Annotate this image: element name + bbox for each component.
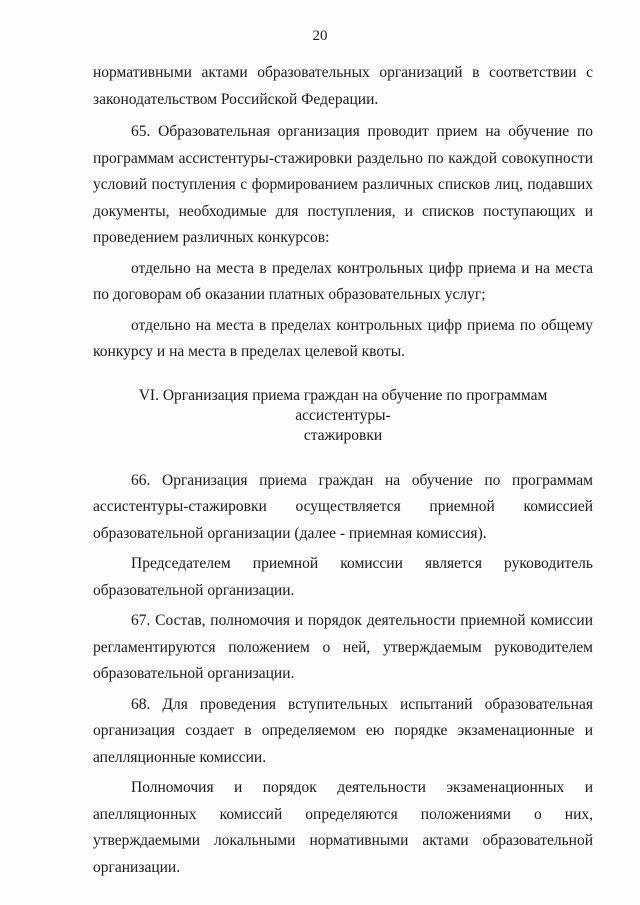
page-body xyxy=(93,60,593,881)
paragraph-65-item-b: отдельно на места в пределах контрольных цифр приема по общему конкурсу и на места в пределах целевой квоты. xyxy=(93,316,593,360)
paragraph-65: 65. Образовательная организация проводит прием на обучение по программам ассистентуры-стажировки раздельно по каждой совокупности условий поступления с формированием различных списков лиц, подавших документы, необходимые для поступления, и списков поступающих и проведением различных конкурсов: xyxy=(93,123,593,246)
paragraph-continuation: нормативными актами образовательных организаций в соответствии с законодательством Российской Федерации. xyxy=(93,64,593,108)
paragraph-66-chairman: Председателем приемной комиссии является руководитель образовательной организации. xyxy=(93,555,593,599)
paragraph-68: 68. Для проведения вступительных испытаний образовательная организация создает в определяемом ею порядке экзаменационные и апелляционные комиссии. xyxy=(93,695,593,766)
paragraph-67: 67. Состав, полномочия и порядок деятельности приемной комиссии регламентируются положением о ней, утверждаемым руководителем образовательной организации. xyxy=(93,612,593,682)
paragraph-68-powers: Полномочия и порядок деятельности экзаменационных и апелляционных комиссий определяются положениями о них, утверждаемыми локальными нормативными актами образовательной организации. xyxy=(93,779,593,876)
page-number: 20 xyxy=(312,28,328,44)
paragraph-66: 66. Организация приема граждан на обучение по программам ассистентуры-стажировки осуществляется приемной комиссией образовательной организации (далее - приемная комиссия). xyxy=(93,471,593,542)
section-heading-vi xyxy=(93,366,593,468)
section-heading-line-2: стажировки xyxy=(303,426,383,444)
paragraph-65-item-a: отдельно на места в пределах контрольных цифр приема и на места по договорам об оказании платных образовательных услуг; xyxy=(93,259,593,303)
section-heading-line-1: VI. Организация приема граждан на обучение по программам ассистентуры- xyxy=(138,386,548,424)
